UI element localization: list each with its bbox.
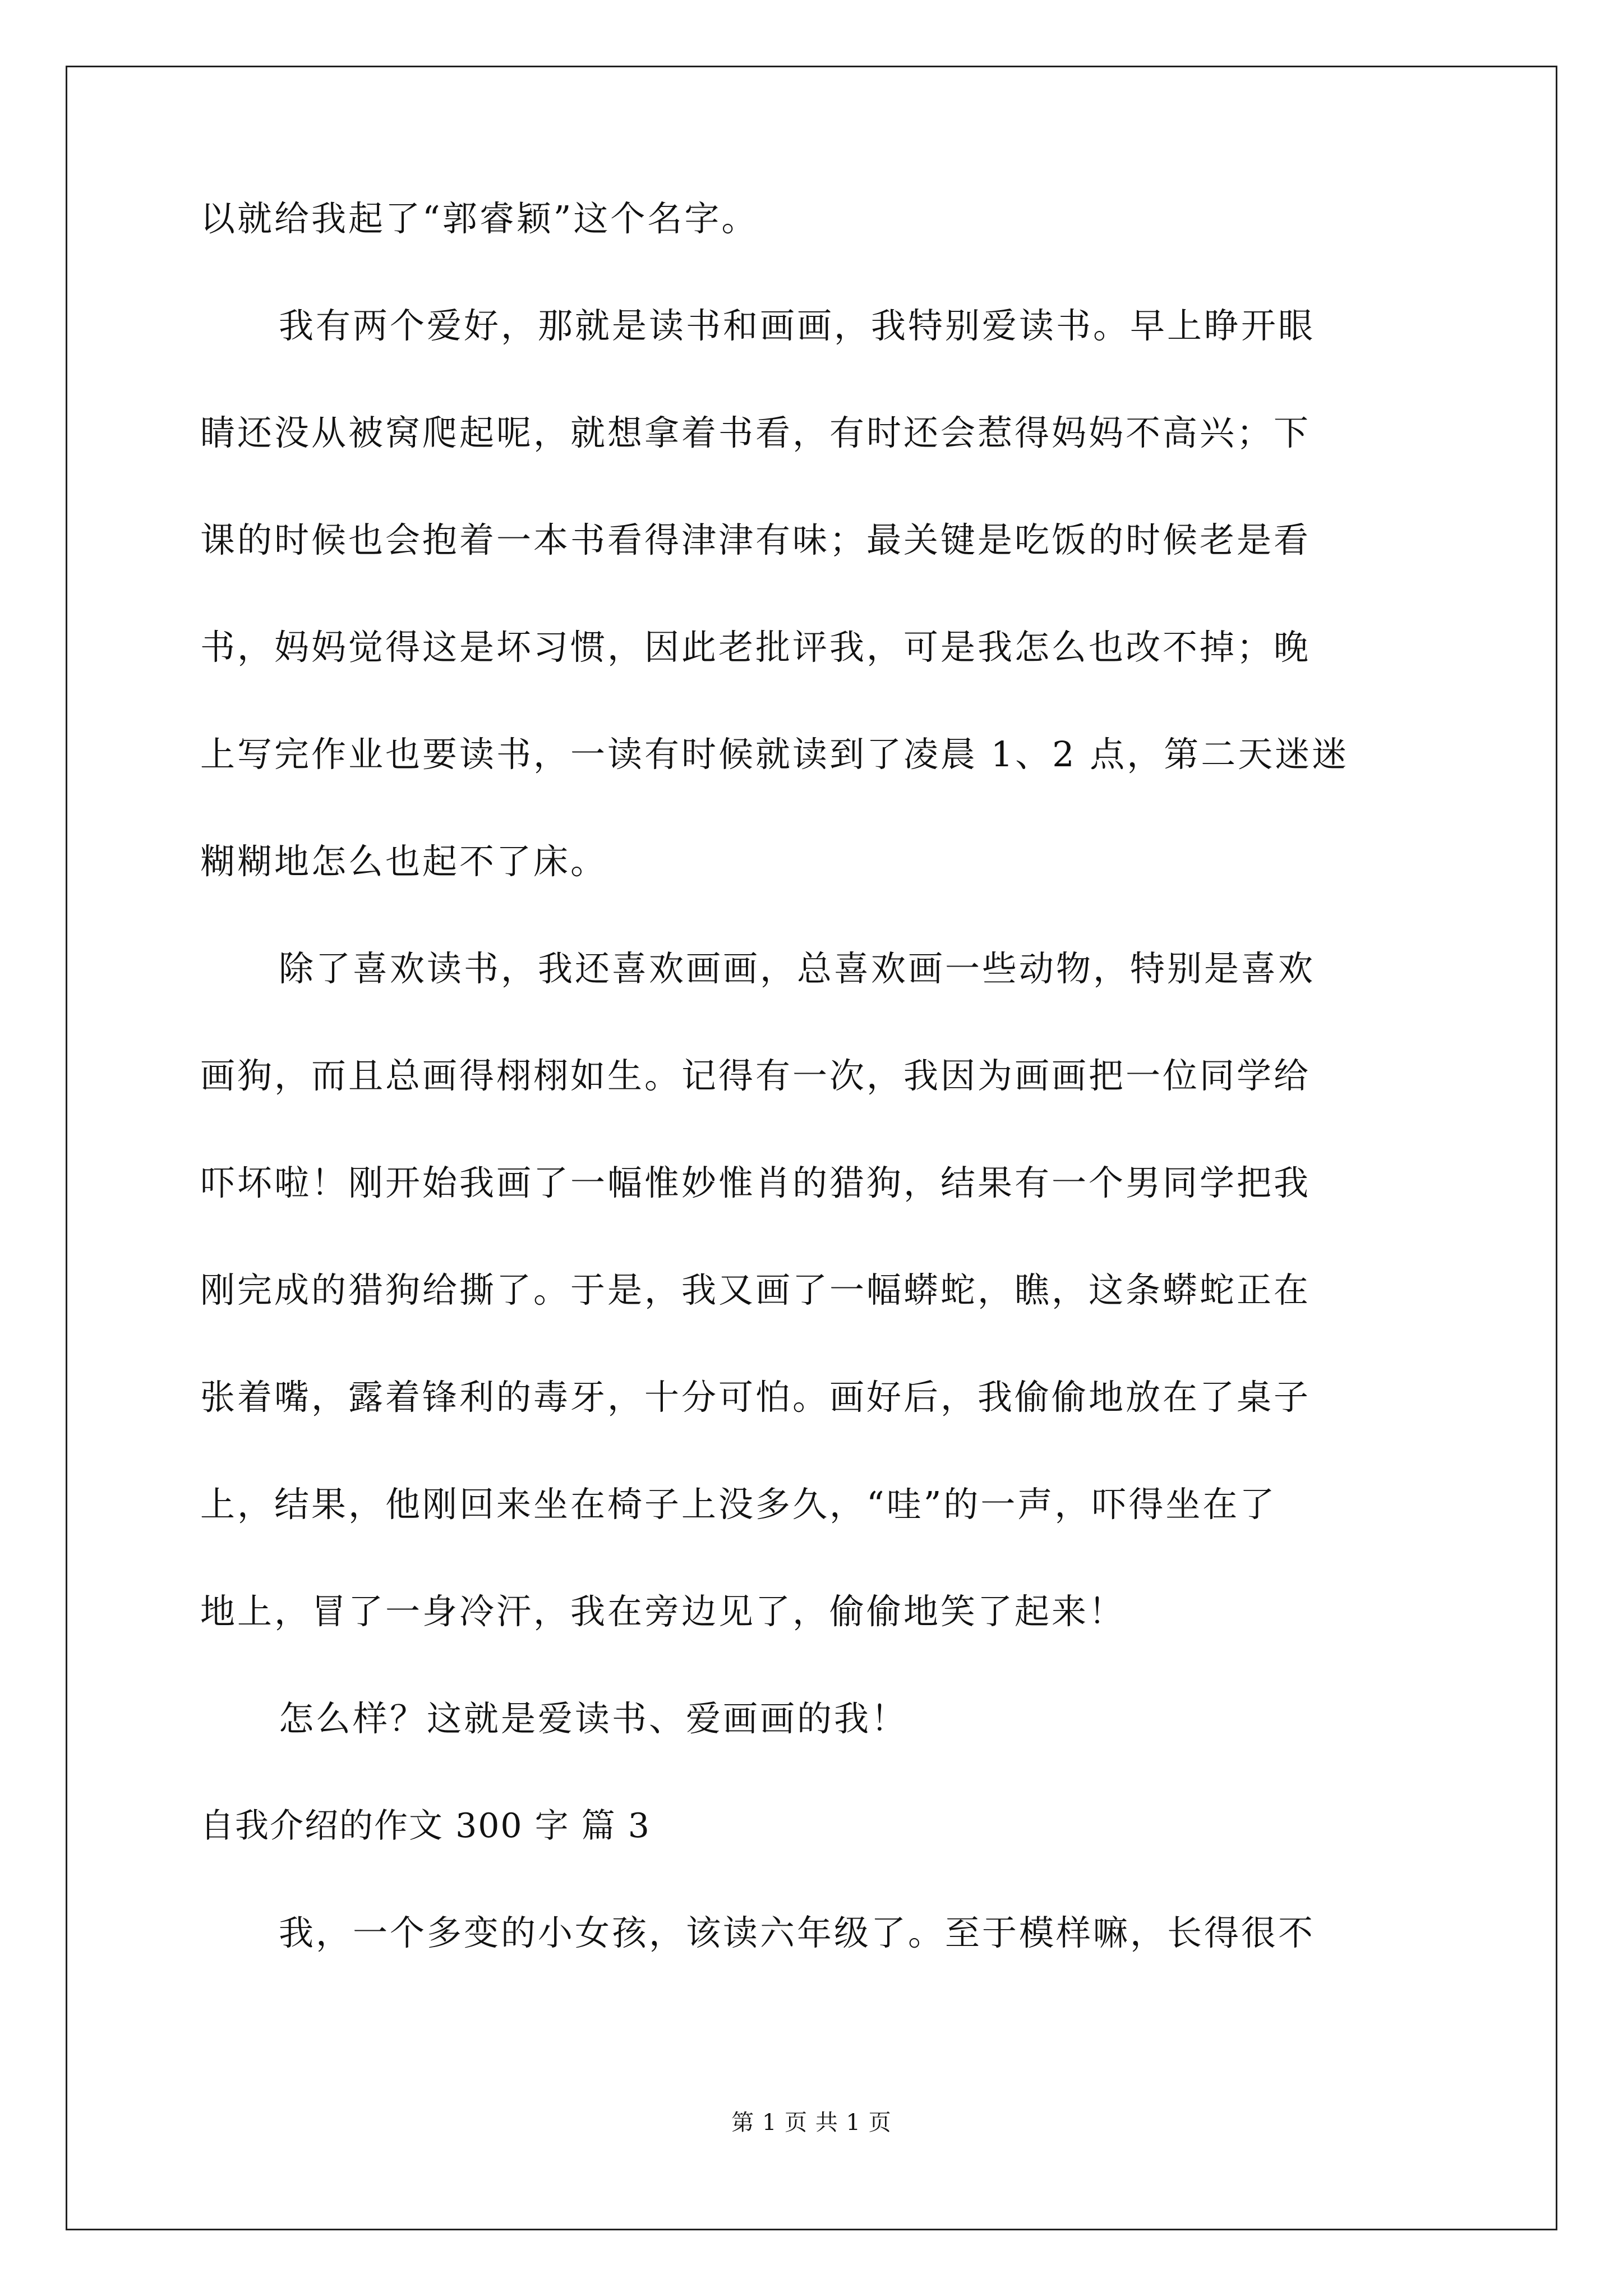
text-line: 睛还没从被窝爬起呢，就想拿着书看，有时还会惹得妈妈不高兴；下 [200, 412, 1311, 453]
section-heading: 自我介绍的作文 300 字 篇 3 [200, 1806, 651, 1846]
text-line: 刚完成的猎狗给撕了。于是，我又画了一幅蟒蛇，瞧，这条蟒蛇正在 [200, 1269, 1311, 1310]
text-line: 以就给我起了“郭睿颖”这个名字。 [200, 198, 759, 239]
text-line: 课的时候也会抱着一本书看得津津有味；最关键是吃饭的时候老是看 [200, 519, 1311, 560]
text-line: 上，结果，他刚回来坐在椅子上没多久，“哇”的一声，吓得坐在了 [200, 1484, 1277, 1525]
text-line: 我有两个爱好，那就是读书和画画，我特别爱读书。早上睁开眼 [279, 305, 1316, 346]
document-body [200, 191, 1434, 2012]
text-line: 地上，冒了一身冷汗，我在旁边见了，偷偷地笑了起来！ [200, 1591, 1126, 1632]
text-line: 张着嘴，露着锋利的毒牙，十分可怕。画好后，我偷偷地放在了桌子 [200, 1377, 1311, 1418]
page-number: 第 1 页 共 1 页 [731, 2110, 892, 2136]
text-line: 怎么样？这就是爱读书、爱画画的我！ [279, 1698, 909, 1739]
text-line: 上写完作业也要读书，一读有时候就读到了凌晨 1、2 点，第二天迷迷 [200, 734, 1349, 775]
text-line: 吓坏啦！刚开始我画了一幅惟妙惟肖的猎狗，结果有一个男同学把我 [200, 1162, 1311, 1203]
text-line: 画狗，而且总画得栩栩如生。记得有一次，我因为画画把一位同学给 [200, 1055, 1311, 1096]
text-line: 除了喜欢读书，我还喜欢画画，总喜欢画一些动物，特别是喜欢 [279, 948, 1316, 989]
text-line: 糊糊地怎么也起不了床。 [200, 841, 608, 882]
text-line: 书，妈妈觉得这是坏习惯，因此老批评我，可是我怎么也改不掉；晚 [200, 627, 1311, 668]
text-line: 我，一个多变的小女孩，该读六年级了。至于模样嘛，长得很不 [279, 1912, 1316, 1953]
